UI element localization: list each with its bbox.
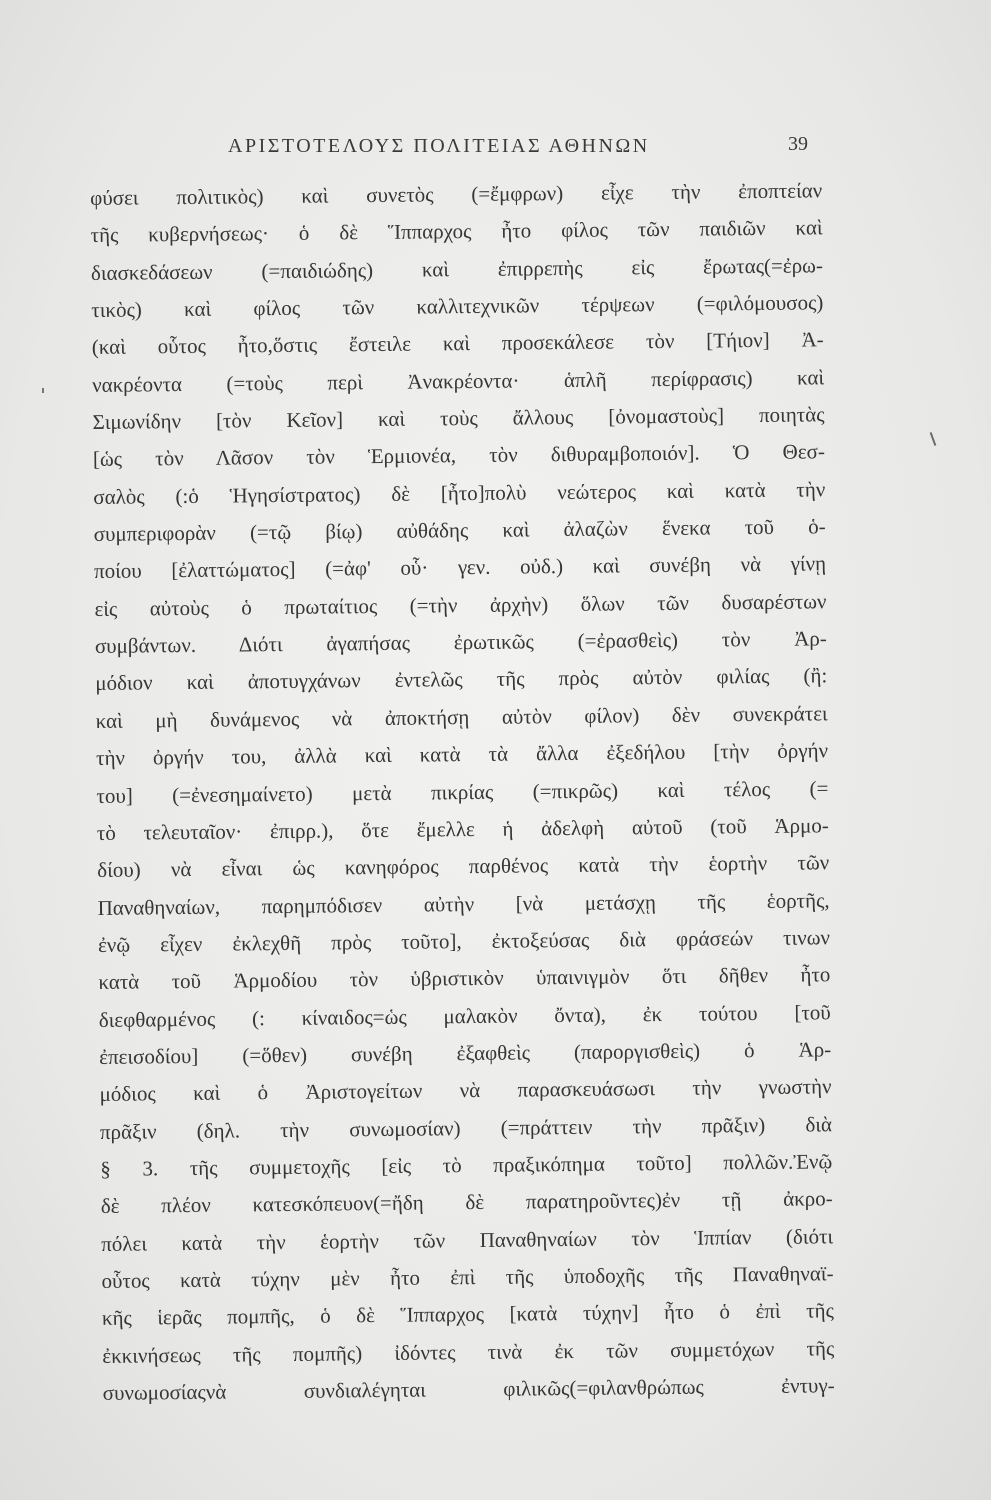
text-line: § 3. τῆς συμμετοχῆς [εἰς τὸ πραξικόπημα τοῦτο] πολλῶν.Ἐνῷ <box>100 1149 833 1181</box>
text-line: διεφθαρμένος (: κίναιδος=ὡς μαλακὸν ὄντα), ἐκ τούτου [τοῦ <box>98 999 831 1032</box>
text-line: συμβάντων. Διότι ἀγαπήσας ἐρωτικῶς (=ἐρασθεὶς) τὸν Ἀρ- <box>94 626 827 659</box>
running-title: ΑΡΙΣΤΟΤΕΛΟΥΣ ΠΟΛΙΤΕΙΑΣ ΑΘΗΝΩΝ <box>228 135 650 157</box>
margin-dot <box>42 388 44 393</box>
page-number: 39 <box>788 133 808 155</box>
text-line: τῆς κυβερνήσεως· ὁ δὲ Ἵππαρχος ἦτο φίλος τῶν παιδιῶν καὶ <box>90 215 823 248</box>
text-line: κατὰ τοῦ Ἁρμοδίου τὸν ὑβριστικὸν ὑπαινιγμὸν ὅτι δῆθεν ἦτο <box>98 962 831 995</box>
text-line: κῆς ἱερᾶς πομπῆς, ὁ δὲ Ἵππαρχος [κατὰ τύχην] ἦτο ὁ ἐπὶ τῆς <box>101 1298 835 1331</box>
text-line: οὗτος κατὰ τύχην μὲν ἦτο ἐπὶ τῆς ὑποδοχῆς τῆς Παναθηναϊ- <box>101 1261 834 1293</box>
text-line: φύσει πολιτικὸς) καὶ συνετὸς (=ἔμφρων) εἶχε τὴν ἐποπτείαν <box>90 178 823 210</box>
text-line: ἐκκινήσεως τῆς πομπῆς) ἰδόντες τινὰ ἐκ τῶν συμμετόχων τῆς <box>102 1335 835 1368</box>
text-line: διασκεδάσεων (=παιδιώδης) καὶ ἐπιρρεπὴς εἰς ἔρωτας(=ἐρω- <box>90 253 824 285</box>
text-line: Σιμωνίδην [τὸν Κεῖον] καὶ τοὺς ἄλλους [ὀνομαστοὺς] ποιητὰς <box>92 402 825 435</box>
text-line: [ὡς τὸν Λᾶσον τὸν Ἑρμιονέα, τὸν διθυραμβοποιόν]. Ὁ Θεσ- <box>92 439 826 472</box>
text-line: ἐπεισοδίου] (=ὅθεν) συνέβη ἐξαφθεὶς (παροργισθεὶς) ὁ Ἁρ- <box>99 1037 832 1069</box>
text-line: δὲ πλέον κατεσκόπευον(=ἤδη δὲ παρατηροῦντες)ἐν τῇ ἀκρο- <box>100 1186 833 1219</box>
text-line: πόλει κατὰ τὴν ἑορτὴν τῶν Παναθηναίων τὸν Ἱππίαν (διότι <box>101 1223 834 1256</box>
text-line: δίου) νὰ εἶναι ὡς κανηφόρος παρθένος κατὰ τὴν ἑορτὴν τῶν <box>97 850 830 883</box>
margin-mark <box>930 432 937 446</box>
text-line: μόδιος καὶ ὁ Ἀριστογείτων νὰ παρασκευάσωσι τὴν γνωστὴν <box>99 1074 832 1107</box>
text-line: συνωμοσίαςνὰ συνδιαλέγηται φιλικῶς(=φιλανθρώπως ἐντυγ- <box>102 1373 835 1405</box>
text-line: συμπεριφορὰν (=τῷ βίῳ) αὐθάδης καὶ ἀλαζὼν ἕνεκα τοῦ ὁ- <box>93 514 826 547</box>
text-line: του] (=ἐνεσημαίνετο) μετὰ πικρίας (=πικρῶς) καὶ τέλος (= <box>96 775 829 808</box>
text-line: ποίου [ἐλαττώματος] (=ἀφ' οὗ· γεν. οὐδ.) καὶ συνέβη νὰ γίνῃ <box>93 551 827 584</box>
text-line: καὶ μὴ δυνάμενος νὰ ἀποκτήσῃ αὐτὸν φίλον) δὲν συνεκράτει <box>95 701 828 733</box>
text-line: μόδιον καὶ ἀποτυγχάνων ἐντελῶς τῆς πρὸς αὐτὸν φιλίας (ἢ: <box>95 663 828 696</box>
text-line: ἐνῷ εἶχεν ἐκλεχθῆ πρὸς τοῦτο], ἐκτοξεύσας διὰ φράσεών τινων <box>97 925 831 957</box>
text-line: (καὶ οὗτος ἦτο,ὅστις ἔστειλε καὶ προσεκάλεσε τὸν [Τήιον] Ἀ- <box>91 327 824 360</box>
text-line: τὸ τελευταῖον· ἐπιρρ.), ὅτε ἔμελλε ἡ ἀδελφὴ αὐτοῦ (τοῦ Ἁρμο- <box>96 813 829 845</box>
text-line: πρᾶξιν (δηλ. τὴν συνωμοσίαν) (=πράττειν τὴν πρᾶξιν) διὰ <box>99 1111 833 1144</box>
text-line: εἰς αὐτοὺς ὁ πρωταίτιος (=τὴν ἀρχὴν) ὅλων τῶν δυσαρέστων <box>94 589 827 621</box>
text-line: τὴν ὀργήν του, ἀλλὰ καὶ κατὰ τὰ ἄλλα ἐξεδήλου [τὴν ὀργήν <box>95 738 829 771</box>
commentary-text <box>90 172 835 1412</box>
text-line: νακρέοντα (=τοὺς περὶ Ἀνακρέοντα· ἁπλῆ περίφρασις) καὶ <box>92 365 825 397</box>
text-line: Παναθηναίων, παρημπόδισεν αὐτὴν [νὰ μετάσχῃ τῆς ἑορτῆς, <box>97 887 830 920</box>
text-line: τικὸς) καὶ φίλος τῶν καλλιτεχνικῶν τέρψεων (=φιλόμουσος) <box>91 290 824 323</box>
text-line: σαλὸς (:ὁ Ἡγησίστρατος) δὲ [ἦτο]πολὺ νεώτερος καὶ κατὰ τὴν <box>93 477 826 509</box>
